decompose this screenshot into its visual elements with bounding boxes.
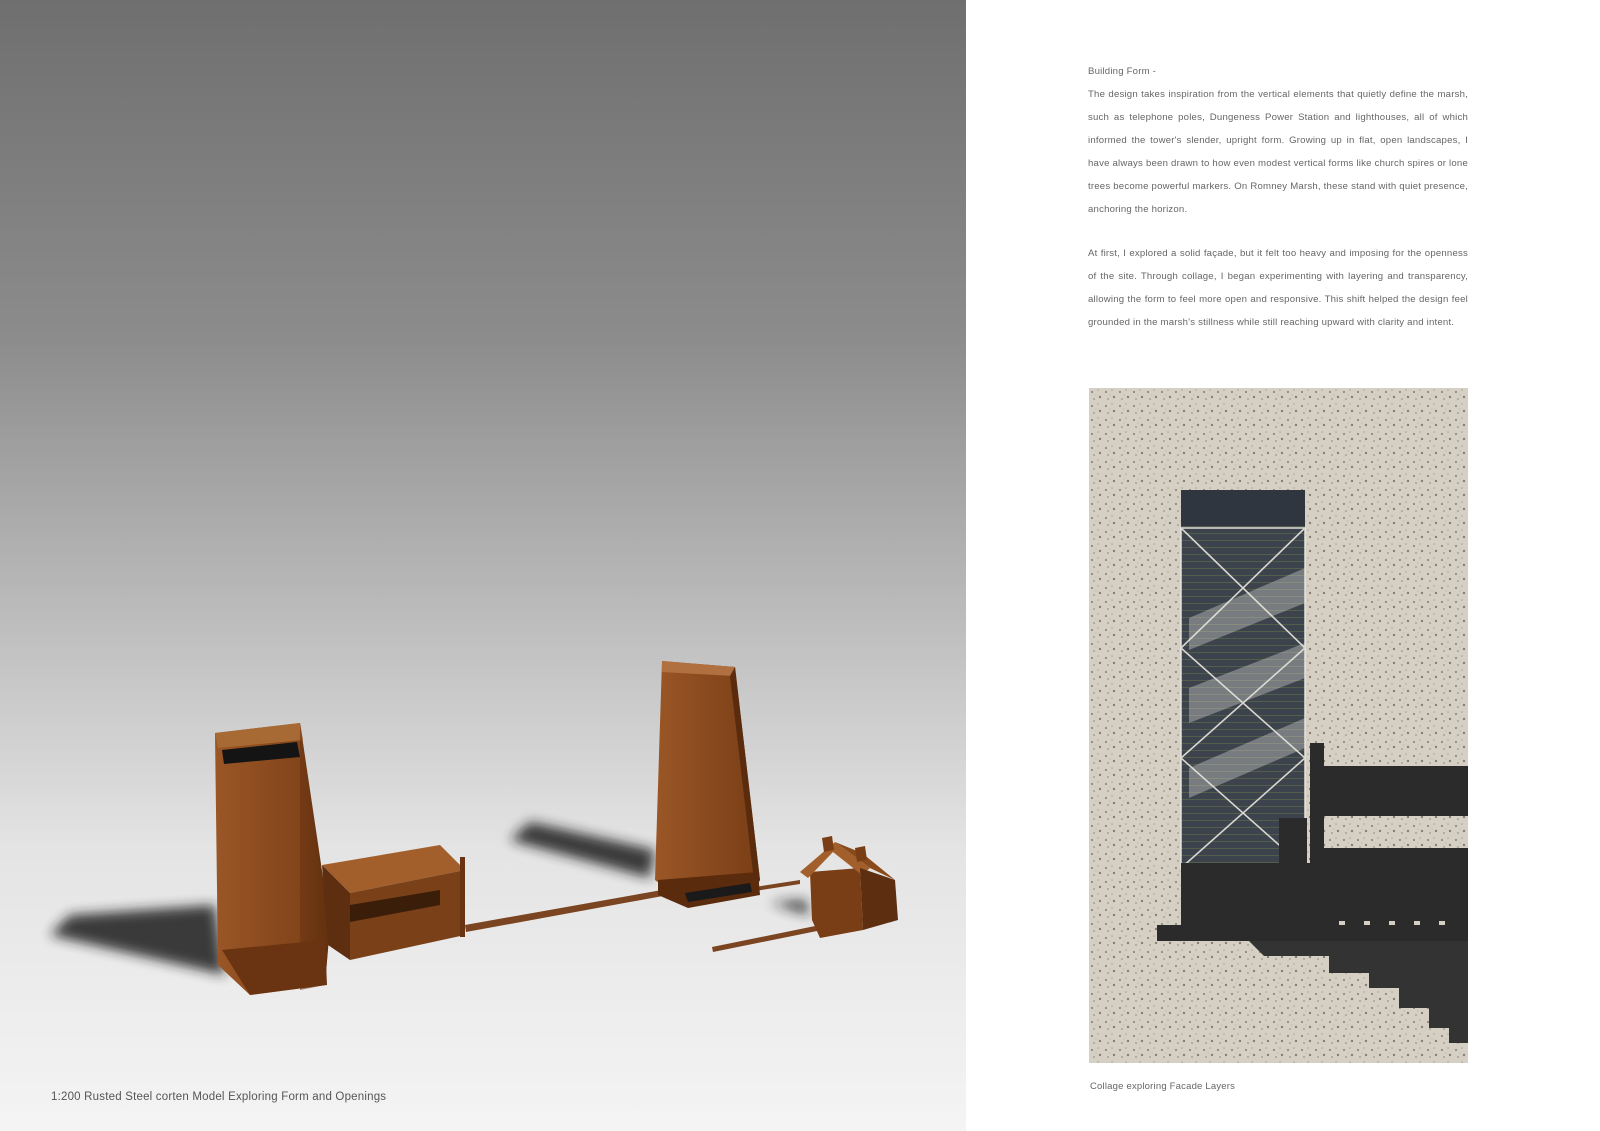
bench-block [322, 845, 465, 960]
photo-caption: 1:200 Rusted Steel corten Model Exploring Form and Openings [51, 1091, 387, 1103]
facade-collage [1089, 388, 1468, 1063]
section-heading: Building Form - [1088, 66, 1157, 77]
text-column [1088, 64, 1468, 335]
connecting-rods [465, 880, 822, 952]
facade-collage-illustration [1089, 388, 1468, 1063]
collage-caption: Collage exploring Facade Layers [1090, 1081, 1236, 1092]
left-tower [215, 723, 330, 995]
paragraph-1: The design takes inspiration from the vertical elements that quietly define the marsh, such as telephone poles, Dungeness Power Station and lighthouses, all of which informed the tower's slender, upright form. Growing up in flat, open landscapes, I have always been drawn to how even modest vertical forms like church spires or lone trees become powerful markers. On Romney Marsh, these stand with quiet presence, anchoring the horizon. [1088, 89, 1468, 215]
center-tower [655, 661, 760, 908]
small-house [800, 836, 898, 938]
paragraph-2: At first, I explored a solid façade, but it felt too heavy and imposing for the openness of the site. Through collage, I began experimenting with layering and transparency, allowing the form to feel more open and responsive. This shift helped the design feel grounded in the marsh's stillness while still reaching upward with clarity and intent. [1088, 248, 1468, 329]
